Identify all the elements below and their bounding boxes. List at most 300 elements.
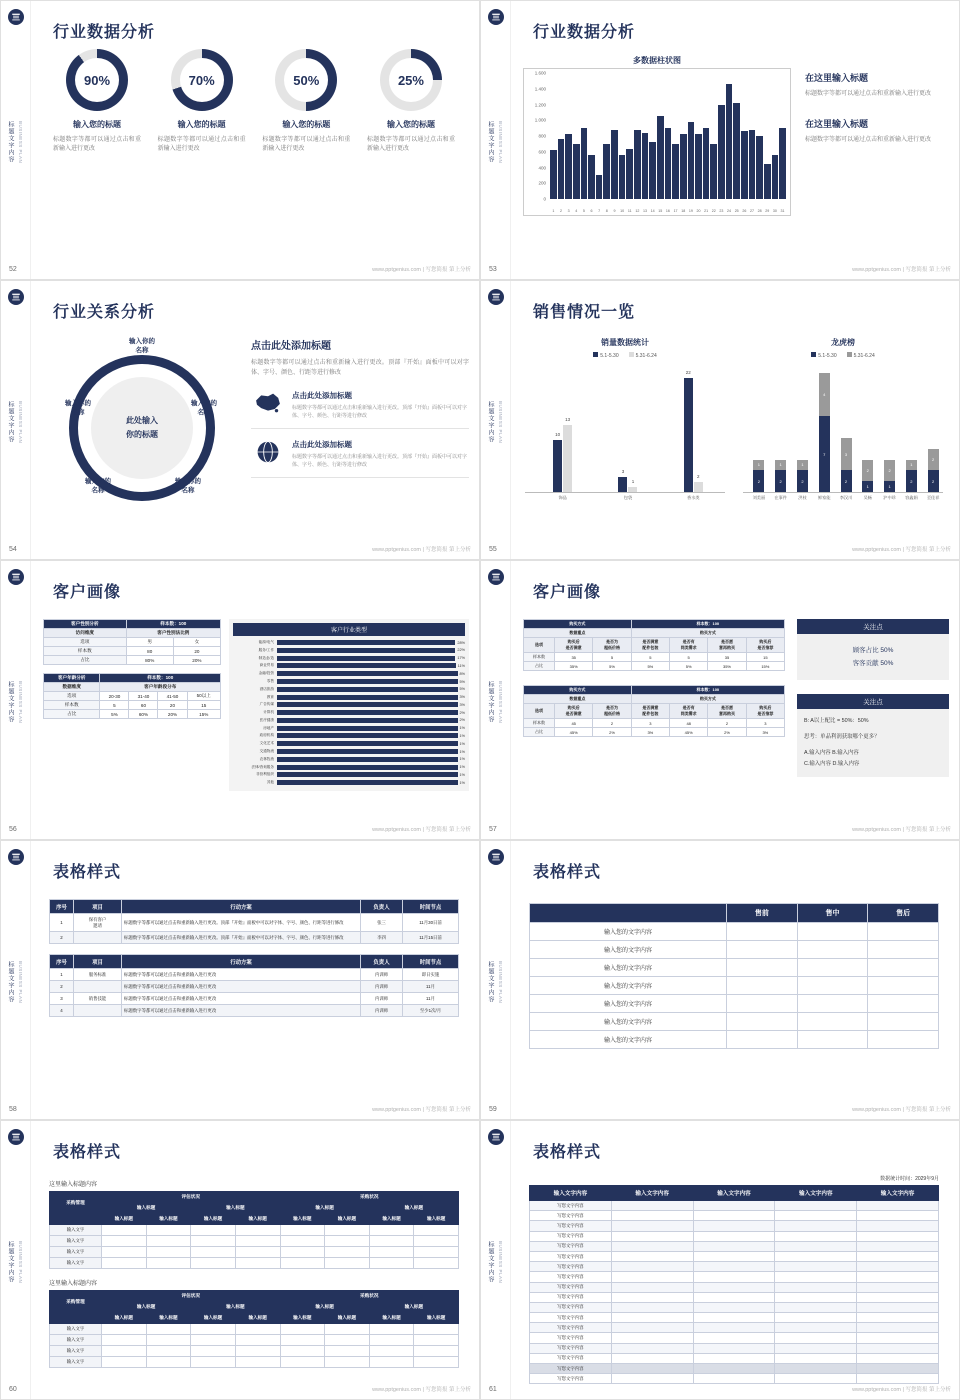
donut-value: 90% — [75, 58, 119, 102]
table-cell — [693, 1292, 775, 1302]
bar-label: 商业贸易 — [259, 663, 274, 668]
table-header: 输入文字内容 — [775, 1186, 857, 1201]
table-cell: 输入您的文字内容 — [530, 923, 727, 941]
table-header: 时间节点 — [403, 955, 459, 969]
bar-segment-top: 1 — [775, 460, 786, 471]
table-cell — [325, 1357, 370, 1368]
prepost-table — [529, 903, 939, 1049]
focus-title-2: 关注点 — [797, 694, 949, 709]
table-cell: 写您文字内容 — [530, 1221, 612, 1231]
table-cell: 输入您的文字内容 — [530, 995, 727, 1013]
slide-59 — [480, 840, 960, 1120]
table-cell — [857, 1343, 939, 1353]
table-cell: 输入您的文字内容 — [530, 1013, 727, 1031]
donut-chart — [380, 49, 442, 111]
bar-label: 其他 — [266, 780, 274, 785]
bar — [277, 648, 455, 653]
table-cell — [191, 1236, 236, 1247]
table-cell: 内训师 — [361, 993, 403, 1005]
bar-segment-top: 1 — [797, 460, 808, 471]
slide-body — [529, 1175, 939, 1379]
bar-row — [233, 764, 465, 771]
table-cell — [235, 1335, 280, 1346]
table-row — [44, 656, 221, 665]
table-cell — [369, 1346, 414, 1357]
table-cell: 男 — [126, 638, 173, 647]
table-cell — [280, 1258, 325, 1269]
table-cell — [775, 1231, 857, 1241]
table-cell: 标题数字等都可以通过点击和重新输入进行更改 — [122, 981, 361, 993]
bar-row — [233, 693, 465, 700]
bar-row — [233, 709, 465, 716]
table-cell: 输入文字 — [50, 1258, 102, 1269]
table-cell — [857, 1302, 939, 1312]
x-tick: 沪中珍 — [883, 495, 896, 500]
legend-entry: 5.31-6.24 — [847, 352, 875, 359]
page-title: 行业数据分析 — [53, 24, 156, 41]
x-tick: 吴畅 — [863, 495, 872, 500]
x-tick: 3 — [567, 209, 570, 213]
table-cell: 写您文字内容 — [530, 1282, 612, 1292]
table-header-row — [50, 1313, 459, 1324]
table-row — [530, 1333, 939, 1343]
data-table — [529, 1185, 939, 1384]
bar — [741, 131, 748, 199]
bar-group — [751, 363, 767, 492]
page-title: 表格样式 — [53, 1144, 122, 1161]
table-cell — [775, 1343, 857, 1353]
table-colheader: 是否愿 意再购买 — [708, 638, 746, 653]
table-subheader: 数据维度 — [44, 683, 100, 692]
table-cell: 3 — [631, 719, 669, 728]
bar — [657, 116, 664, 199]
customer-tables — [43, 619, 221, 719]
bar — [779, 128, 786, 199]
table-cell — [74, 1005, 122, 1017]
bar-value: 1% — [459, 733, 465, 738]
footer-text: www.pptgenius.com | 写您简报 第上分析 — [852, 827, 951, 833]
table-cell — [797, 995, 868, 1013]
table-cell — [693, 1211, 775, 1221]
table-row — [530, 1292, 939, 1302]
table-cell: 35 — [708, 653, 746, 662]
focus-title: 关注点 — [797, 619, 949, 634]
table-cell — [775, 1262, 857, 1272]
table-cell — [146, 1335, 191, 1346]
industry-panel — [229, 619, 469, 791]
table-cell: 80% — [126, 656, 173, 665]
table-cell — [693, 1364, 775, 1374]
action-table-a — [49, 899, 459, 944]
bar-label: 服务/工作 — [258, 647, 274, 652]
table-cell: 20 — [158, 701, 187, 710]
table-row — [50, 981, 459, 993]
bar-label: 农林牧渔 — [259, 756, 274, 761]
bar-value: 1% — [459, 780, 465, 785]
bar — [726, 84, 733, 199]
stacked-bar — [928, 449, 939, 492]
data-timestamp: 数据统计时间：2029年9月 — [880, 1176, 939, 1182]
table-header: 输入标题 — [102, 1313, 147, 1324]
footer-text: www.pptgenius.com | 写您简报 第上分析 — [372, 827, 471, 833]
table-cell — [414, 1236, 459, 1247]
donut-value: 70% — [180, 58, 224, 102]
bar-row — [233, 662, 465, 669]
bar-segment-top: 2 — [862, 460, 873, 482]
table-cell — [857, 1231, 939, 1241]
slide-55 — [480, 280, 960, 560]
legend-entry: 5.1-5.30 — [593, 352, 618, 359]
plot-area — [525, 363, 725, 493]
table-cell — [868, 995, 939, 1013]
bar-value: 10 — [555, 432, 561, 438]
table-header: 负责人 — [361, 900, 403, 914]
plot-area — [743, 363, 943, 493]
table-cell — [857, 1251, 939, 1261]
bar-group — [664, 363, 723, 492]
table-cell — [693, 1333, 775, 1343]
table-cell — [611, 1231, 693, 1241]
donut-item — [256, 49, 356, 154]
footer-text: www.pptgenius.com | 写您简报 第上分析 — [852, 267, 951, 273]
table-cell: 45 — [555, 719, 593, 728]
bar-label: 政府机构 — [259, 733, 274, 738]
table-cell — [191, 1247, 236, 1258]
table-cell — [414, 1324, 459, 1335]
x-tick: 14 — [650, 209, 655, 213]
diagram-node: 输入你的 名称 — [191, 400, 217, 416]
table-cell: 写您文字内容 — [530, 1201, 612, 1211]
map-china-icon — [251, 390, 285, 416]
table-header-row — [50, 1291, 459, 1302]
table-cell — [611, 1374, 693, 1384]
globe-icon — [251, 439, 285, 465]
chart-title: 龙虎榜 — [831, 338, 855, 347]
stacked-bar — [819, 373, 830, 492]
bar — [684, 370, 693, 492]
bar — [277, 656, 455, 661]
table-cell — [775, 1201, 857, 1211]
x-tick: 鲜家能 — [817, 495, 831, 500]
table-header-row — [50, 900, 459, 914]
bar-value: 1 — [631, 478, 635, 484]
table-header: 输入标题 — [191, 1313, 236, 1324]
table-cell — [146, 1357, 191, 1368]
table-cell: 3% — [631, 728, 669, 737]
table-cell — [693, 1272, 775, 1282]
table-cell — [611, 1343, 693, 1353]
bar-row — [233, 725, 465, 732]
table-cell: 内训师 — [361, 981, 403, 993]
rail-subtitle: BUSINESS PLAN — [498, 1241, 503, 1284]
table-cell: 20% — [158, 710, 187, 719]
table-header: 购买方式 — [524, 686, 632, 695]
table-cell — [235, 1258, 280, 1269]
footer-text: www.pptgenius.com | 写您简报 第上分析 — [372, 267, 471, 273]
table-cell: 样本数 — [44, 647, 127, 656]
bar-label: 能源/电气 — [258, 640, 274, 645]
brand-logo-icon — [8, 9, 24, 25]
bar-row — [233, 655, 465, 662]
footer-text: www.pptgenius.com | 写您简报 第上分析 — [372, 547, 471, 553]
table-cell — [868, 1013, 939, 1031]
table-cell — [693, 1343, 775, 1353]
b-line-4: C.输入内容 D.输入内容 — [804, 761, 860, 767]
table-row — [44, 647, 221, 656]
table-header: 采购管理 — [50, 1291, 102, 1313]
table-header: 输入标题 — [280, 1214, 325, 1225]
table-cell — [102, 1357, 147, 1368]
table-header: 输入标题 — [369, 1302, 458, 1313]
table-cell: 写您文字内容 — [530, 1251, 612, 1261]
age-table — [43, 673, 221, 719]
table-cell — [280, 1335, 325, 1346]
table-cell — [191, 1357, 236, 1368]
table-cell: 写您文字内容 — [530, 1231, 612, 1241]
bar-group — [838, 363, 854, 492]
table — [49, 899, 459, 944]
bar-label: 制造业/造 — [258, 655, 274, 660]
table-row — [530, 1323, 939, 1333]
rail-subtitle: BUSINESS PLAN — [498, 401, 503, 444]
feature-title: 点击此处添加标题 — [292, 440, 352, 449]
table-cell — [146, 1225, 191, 1236]
rail-subtitle: BUSINESS PLAN — [18, 961, 23, 1004]
table-row — [530, 1231, 939, 1241]
bar-row — [233, 717, 465, 724]
bar-row — [233, 670, 465, 677]
table-header: 输入标题 — [102, 1203, 191, 1214]
table-cell — [693, 1374, 775, 1384]
bar — [277, 710, 458, 715]
table — [49, 1191, 459, 1269]
table-colheader: 购买后 是否满意 — [555, 638, 593, 653]
bar — [277, 749, 458, 754]
brand-logo-icon — [8, 569, 24, 585]
table-header: 输入标题 — [369, 1313, 414, 1324]
table-cell: 输入文字 — [50, 1225, 102, 1236]
table-header: 输入标题 — [280, 1313, 325, 1324]
table-cell: 标题数字等都可以通过点击和重新输入进行更改。顶部『开始』面板中可以对字体、字号、颜色、行距等进行修改 — [122, 914, 361, 932]
table-cell: 输入文字 — [50, 1236, 102, 1247]
chart-title: 销量数据统计 — [601, 338, 649, 347]
table-header-row — [50, 955, 459, 969]
bar-group — [795, 363, 811, 492]
b-line-2: 思考：单品利润获取哪个更多？ — [804, 734, 880, 740]
table-cell — [611, 1262, 693, 1272]
bar-row — [233, 686, 465, 693]
table-cell — [797, 959, 868, 977]
x-tick: 27 — [749, 209, 754, 213]
table-header: 售后 — [868, 904, 939, 923]
table-cell — [775, 1251, 857, 1261]
bar — [695, 134, 702, 199]
donut-desc: 标题数字等都可以通过点击和重新输入进行更改 — [53, 137, 141, 152]
table-cell — [775, 1292, 857, 1302]
bar-group — [773, 363, 789, 492]
table-cell — [611, 1282, 693, 1292]
bar — [277, 679, 458, 684]
page-title: 销售情况一览 — [533, 304, 636, 321]
page-title: 表格样式 — [533, 1144, 602, 1161]
purchase-table-a — [523, 619, 785, 671]
table-header: 售前 — [727, 904, 798, 923]
bar-value: 22 — [685, 370, 691, 376]
x-tick: 洪枝 — [798, 495, 807, 500]
table-row — [530, 977, 939, 995]
table-cell — [146, 1346, 191, 1357]
focus-panels — [797, 619, 949, 777]
table-cell — [857, 1211, 939, 1221]
x-tick: 24 — [727, 209, 732, 213]
x-tick: 在事件 — [774, 495, 787, 500]
legend-entry: 5.1-5.30 — [811, 352, 836, 359]
table-cell — [414, 1247, 459, 1258]
bar — [573, 144, 580, 199]
table-cell: 11月30日前 — [403, 914, 459, 932]
bar — [603, 144, 610, 199]
table-cell: 写您文字内容 — [530, 1374, 612, 1384]
table-header: 采购状况 — [280, 1291, 459, 1302]
stacked-bar — [797, 460, 808, 492]
bar — [277, 663, 456, 668]
x-tick: 刘美丽 — [752, 495, 766, 500]
table-cell — [102, 1225, 147, 1236]
table-cell — [775, 1353, 857, 1363]
table-cell — [868, 959, 939, 977]
table-subheader: 客户年龄段分布 — [100, 683, 221, 692]
table-header: 行动方案 — [122, 900, 361, 914]
table-cell — [775, 1323, 857, 1333]
donut-item — [361, 49, 461, 154]
slide-57 — [480, 560, 960, 840]
rail-title: 标题文字内容 — [487, 681, 493, 723]
x-tick: 9 — [613, 209, 616, 213]
table-header: 负责人 — [361, 955, 403, 969]
focus-body-2 — [797, 709, 949, 777]
bar — [277, 772, 458, 777]
y-tick: 600 — [538, 149, 546, 155]
page-number: 52 — [9, 266, 17, 273]
bar — [649, 142, 656, 199]
bar — [563, 416, 572, 492]
table-cell — [74, 932, 122, 944]
table-cell: 5% — [100, 710, 129, 719]
bar-group — [860, 363, 876, 492]
bar-segment-top: 1 — [906, 460, 917, 471]
bar-segment-bottom: 2 — [797, 470, 808, 492]
table-header: 输入标题 — [414, 1313, 459, 1324]
donut-item — [152, 49, 252, 154]
bar-label: 广告传媒 — [259, 702, 274, 707]
bar-value: 2 — [697, 473, 700, 479]
x-tick: 19 — [688, 209, 693, 213]
bar — [733, 103, 740, 199]
slide-body — [49, 899, 459, 1099]
x-tick: 至佳祥 — [926, 495, 940, 500]
table-cell — [235, 1324, 280, 1335]
donut-chart — [171, 49, 233, 111]
table-cell: 2% — [708, 728, 746, 737]
donut-value: 50% — [284, 58, 328, 102]
x-axis — [550, 209, 786, 213]
table-colheader: 是否有 同类需求 — [670, 704, 708, 719]
table-cell: 5% — [593, 662, 631, 671]
x-tick: 18 — [681, 209, 686, 213]
footer-text: www.pptgenius.com | 写您简报 第上分析 — [852, 1107, 951, 1113]
table-cell — [775, 1221, 857, 1231]
slide-body — [529, 903, 939, 1099]
bar — [618, 468, 627, 492]
table-cell — [857, 1221, 939, 1231]
table-cell: 写您文字内容 — [530, 1272, 612, 1282]
table-header: 输入标题 — [325, 1214, 370, 1225]
chart-legend — [525, 352, 725, 359]
bar-value: 1% — [459, 757, 465, 762]
table-row — [524, 728, 785, 737]
table-cell — [102, 1335, 147, 1346]
section-label-1: 这里输入标题内容 — [49, 1182, 98, 1188]
slide-rail — [1, 561, 31, 839]
x-tick: 30 — [772, 209, 777, 213]
y-tick: 1.000 — [534, 117, 546, 123]
table-row — [530, 1364, 939, 1374]
table-cell: 5 — [100, 701, 129, 710]
table-cell: 标题数字等都可以通过点击和重新输入进行更改 — [122, 1005, 361, 1017]
table-row — [530, 923, 939, 941]
table — [49, 954, 459, 1017]
x-tick: 12 — [635, 209, 640, 213]
table-subheader: 购买方式 — [631, 629, 784, 638]
section-title: 点击此处添加标题 — [251, 341, 331, 352]
table-header: 售中 — [797, 904, 868, 923]
slide-body — [49, 1179, 459, 1379]
diagram-node: 输入你的 名称 — [129, 338, 155, 354]
rail-title: 标题文字内容 — [487, 401, 493, 443]
table-cell — [693, 1353, 775, 1363]
page-title: 行业数据分析 — [533, 24, 636, 41]
plot-area — [550, 73, 786, 199]
table-cell — [857, 1374, 939, 1384]
bar-row — [233, 732, 465, 739]
table-cell: 41-50 — [158, 692, 187, 701]
table — [529, 903, 939, 1049]
bar — [642, 133, 649, 199]
table-cell: 张三 — [361, 914, 403, 932]
table-row — [530, 1302, 939, 1312]
table-header-row — [50, 1214, 459, 1225]
table-cell: 31-40 — [129, 692, 158, 701]
table-cell: 占比 — [44, 656, 127, 665]
brand-logo-icon — [488, 569, 504, 585]
table-row — [530, 1251, 939, 1261]
table-cell: 服务标准 — [74, 969, 122, 981]
table-colheader: 选项 — [524, 704, 555, 719]
x-tick: 20 — [696, 209, 701, 213]
table-cell — [797, 1031, 868, 1049]
table-header: 采购状况 — [280, 1192, 459, 1203]
table-cell — [868, 977, 939, 995]
table-cell: 60% — [129, 710, 158, 719]
table-cell — [857, 1333, 939, 1343]
rail-title: 标题文字内容 — [7, 401, 13, 443]
bar — [553, 432, 562, 492]
y-tick: 1.600 — [534, 70, 546, 76]
table-header: 样本数：100 — [631, 620, 784, 629]
table-row — [50, 1324, 459, 1335]
table-cell — [102, 1236, 147, 1247]
table-cell: 60 — [129, 701, 158, 710]
